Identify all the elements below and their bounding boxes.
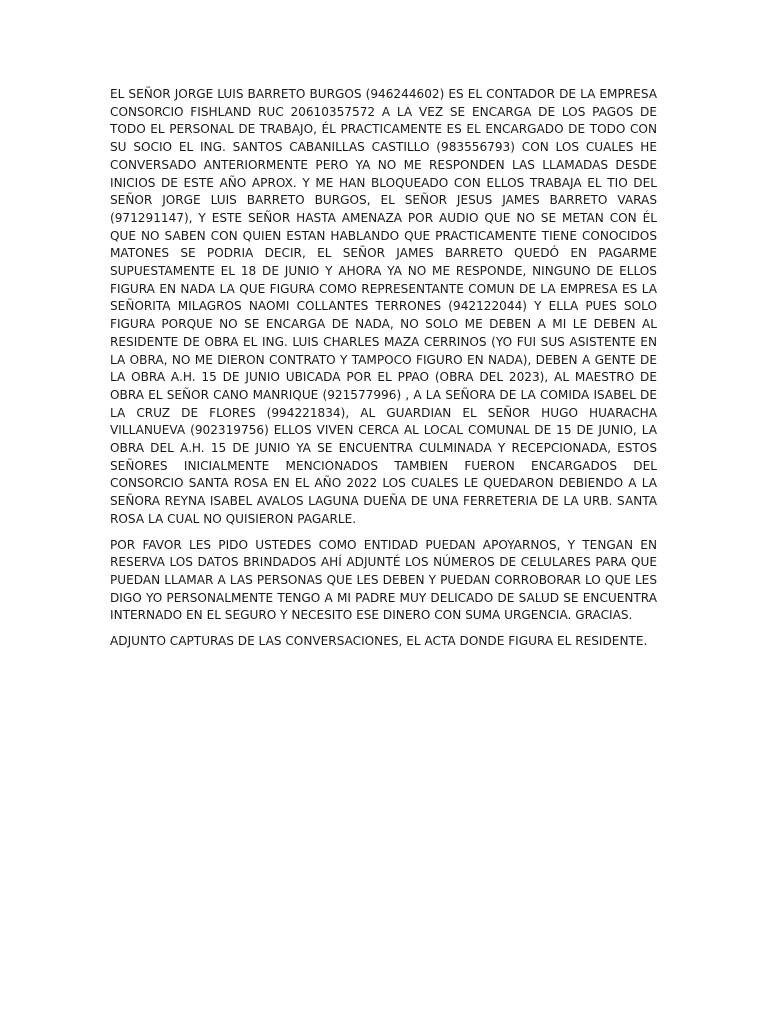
- document-body: [110, 86, 657, 659]
- paragraph-complaint: EL SEÑOR JORGE LUIS BARRETO BURGOS (946244602) ES EL CONTADOR DE LA EMPRESA CONSORCIO FISHLAND RUC 20610357572 A LA VEZ SE ENCARGA DE LOS PAGOS DE TODO EL PERSONAL DE TRABAJO, ÉL PRACTICAMENTE ES EL ENCARGADO DE TODO CON SU SOCIO EL ING. SANTOS CABANILLAS CASTILLO (983556793) CON LOS CUALES HE CONVERSADO ANTERIORMENTE PERO YA NO ME RESPONDEN LAS LLAMADAS DESDE INICIOS DE ESTE AÑO APROX. Y ME HAN BLOQUEADO CON ELLOS TRABAJA EL TIO DEL SEÑOR JORGE LUIS BARRETO BURGOS, EL SEÑOR JESUS JAMES BARRETO VARAS (971291147), Y ESTE SEÑOR HASTA AMENAZA POR AUDIO QUE NO SE METAN CON ÉL QUE NO SABEN CON QUIEN ESTAN HABLANDO QUE PRACTICAMENTE TIENE CONOCIDOS MATONES SE PODRIA DECIR, EL SEÑOR JAMES BARRETO QUEDÓ EN PAGARME SUPUESTAMENTE EL 18 DE JUNIO Y AHORA YA NO ME RESPONDE, NINGUNO DE ELLOS FIGURA EN NADA LA QUE FIGURA COMO REPRESENTANTE COMUN DE LA EMPRESA ES LA SEÑORITA MILAGROS NAOMI COLLANTES TERRONES (942122044) Y ELLA PUES SOLO FIGURA PORQUE NO SE ENCARGA DE NADA, NO SOLO ME DEBEN A MI LE DEBEN AL RESIDENTE DE OBRA EL ING. LUIS CHARLES MAZA CERRINOS (YO FUI SUS ASISTENTE EN LA OBRA, NO ME DIERON CONTRATO Y TAMPOCO FIGURO EN NADA), DEBEN A GENTE DE LA OBRA A.H. 15 DE JUNIO UBICADA POR EL PPAO (OBRA DEL 2023), AL MAESTRO DE OBRA EL SEÑOR CANO MANRIQUE (921577996) , A LA SEÑORA DE LA COMIDA ISABEL DE LA CRUZ DE FLORES (994221834), AL GUARDIAN EL SEÑOR HUGO HUARACHA VILLANUEVA (902319756) ELLOS VIVEN CERCA AL LOCAL COMUNAL DE 15 DE JUNIO, LA OBRA DEL A.H. 15 DE JUNIO YA SE ENCUENTRA CULMINADA Y RECEPCIONADA, ESTOS SEÑORES INICIALMENTE MENCIONADOS TAMBIEN FUERON ENCARGADOS DEL CONSORCIO SANTA ROSA EN EL AÑO 2022 LOS CUALES LE QUEDARON DEBIENDO A LA SEÑORA REYNA ISABEL AVALOS LAGUNA DUEÑA DE UNA FERRETERIA DE LA URB. SANTA ROSA LA CUAL NO QUISIERON PAGARLE.: [110, 87, 657, 526]
- paragraph-attachments: ADJUNTO CAPTURAS DE LAS CONVERSACIONES, EL ACTA DONDE FIGURA EL RESIDENTE.: [110, 634, 648, 649]
- paragraph-request: POR FAVOR LES PIDO USTEDES COMO ENTIDAD PUEDAN APOYARNOS, Y TENGAN EN RESERVA LOS DATOS BRINDADOS AHÍ ADJUNTÉ LOS NÚMEROS DE CELULARES PARA QUE PUEDAN LLAMAR A LAS PERSONAS QUE LES DEBEN Y PUEDAN CORROBORAR LO QUE LES DIGO YO PERSONALMENTE TENGO A MI PADRE MUY DELICADO DE SALUD SE ENCUENTRA INTERNADO EN EL SEGURO Y NECESITO ESE DINERO CON SUMA URGENCIA. GRACIAS.: [110, 537, 657, 623]
